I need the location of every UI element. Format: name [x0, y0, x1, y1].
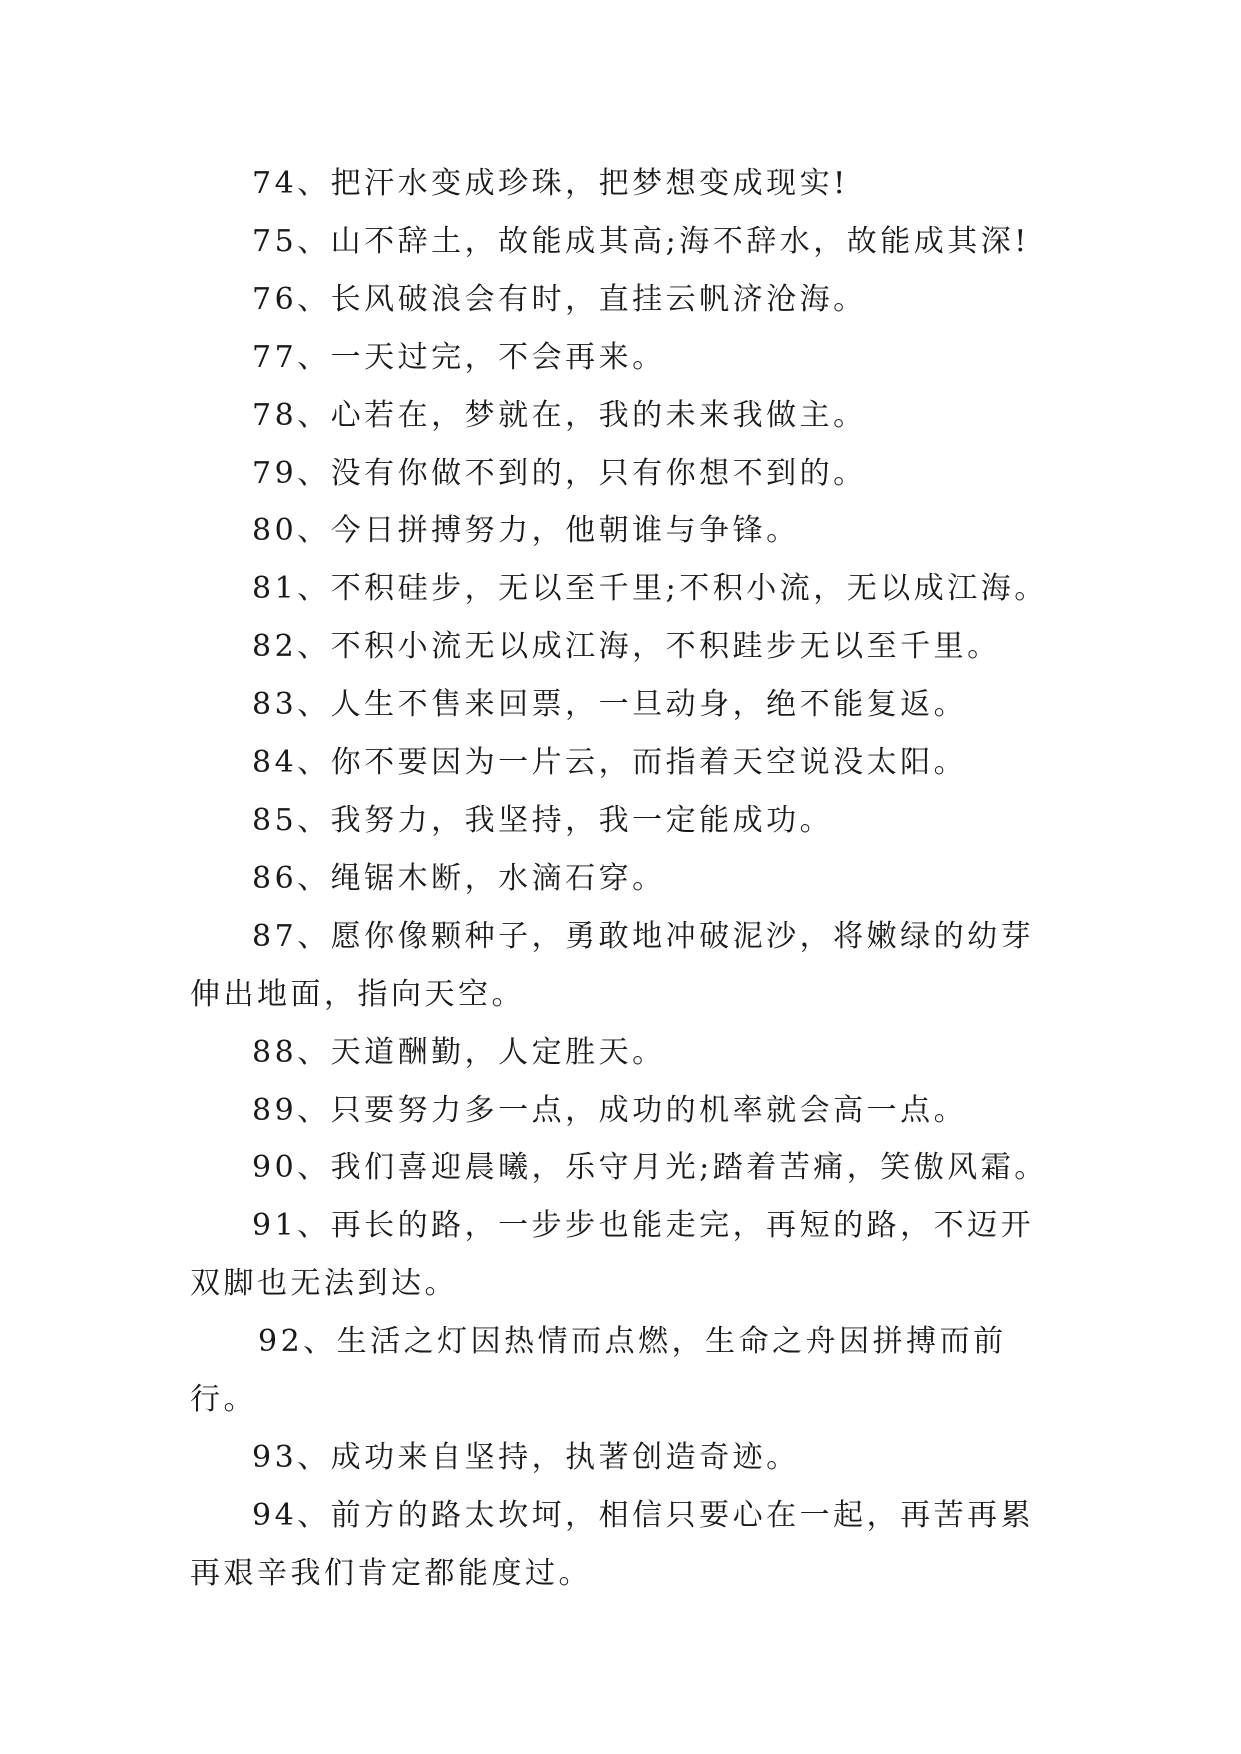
quote-82: 82、不积小流无以成江海，不积跬步无以至千里。 [252, 629, 1001, 665]
quote-74: 74、把汗水变成珍珠，把梦想变成现实! [252, 166, 849, 201]
quote-86: 86、绳锯木断，水滴石穿。 [252, 860, 666, 896]
quote-88: 88、天道酬勤，人定胜天。 [252, 1034, 666, 1070]
quote-78: 78、心若在，梦就在，我的未来我做主。 [252, 397, 867, 433]
quote-83: 83、人生不售来回票，一旦动身，绝不能复返。 [252, 687, 968, 723]
quote-76: 76、长风破浪会有时，直挂云帆济沧海。 [252, 281, 867, 317]
quote-87: 87、愿你像颗种子，勇敢地冲破泥沙，将嫩绿的幼芽伸出地面，指向天空。 [190, 918, 1035, 1012]
quote-75: 75、山不辞土，故能成其高;海不辞水，故能成其深! [252, 223, 1030, 259]
document-body [190, 155, 1050, 1603]
quote-79: 79、没有你做不到的，只有你想不到的。 [252, 455, 867, 491]
quote-90: 90、我们喜迎晨曦，乐守月光;踏着苦痛，笑傲风霜。 [252, 1150, 1048, 1186]
quote-91: 91、再长的路，一步步也能走完，再短的路，不迈开双脚也无法到达。 [190, 1208, 1035, 1302]
quote-94: 94、前方的路太坎坷，相信只要心在一起，再苦再累再艰辛我们肯定都能度过。 [190, 1497, 1035, 1591]
quote-92: 92、生活之灯因热情而点燃，生命之舟因拼搏而前行。 [190, 1324, 1007, 1418]
quote-81: 81、不积硅步，无以至千里;不积小流，无以成江海。 [252, 571, 1048, 607]
quote-85: 85、我努力，我坚持，我一定能成功。 [252, 802, 834, 838]
quote-89: 89、只要努力多一点，成功的机率就会高一点。 [252, 1092, 968, 1128]
quote-77: 77、一天过完，不会再来。 [252, 339, 666, 375]
quote-80: 80、今日拼搏努力，他朝谁与争锋。 [252, 513, 800, 549]
quote-84: 84、你不要因为一片云，而指着天空说没太阳。 [252, 745, 968, 781]
quote-93: 93、成功来自坚持，执著创造奇迹。 [252, 1439, 800, 1475]
